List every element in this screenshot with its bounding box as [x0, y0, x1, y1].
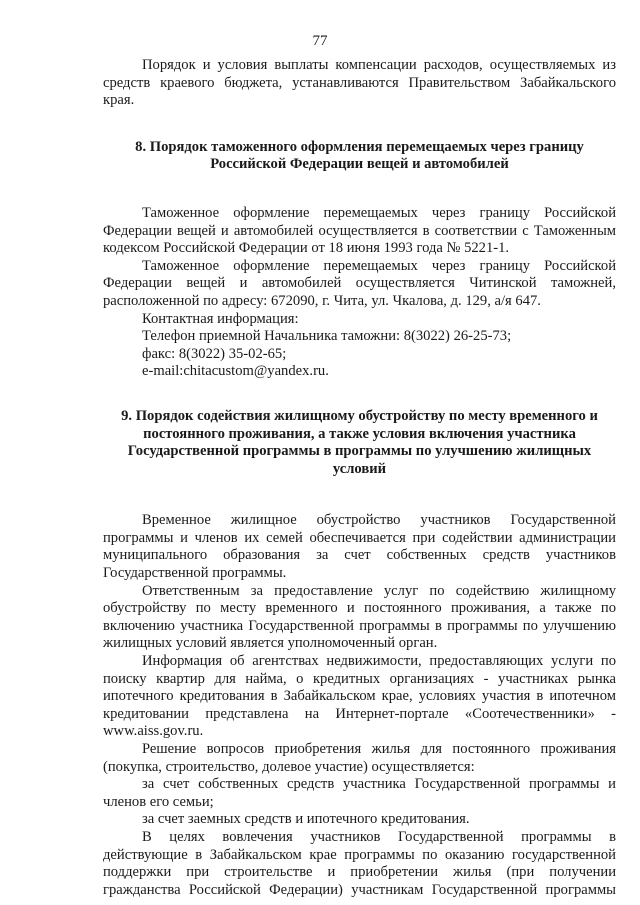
email-line: e-mail:chitacustom@yandex.ru. — [142, 363, 329, 380]
fax-line: факс: 8(3022) 35-02-65; — [142, 345, 287, 362]
page-content — [103, 57, 616, 899]
section-8-body — [103, 205, 616, 381]
section-9-paragraph: Информация об агентствах недвижимости, предоставляющих услуги по поиску квартир для найма, о кредитных организациях - участниках рынка ипотечного кредитования в Забайкальском крае, условиях участия в ипотечном кредитовании представлена на Интернет-портале «Соотечественники» - www.aiss.gov.ru. — [103, 653, 616, 740]
section-9-body — [103, 512, 616, 899]
section-9-paragraph: Временное жилищное обустройство участников Государственной программы и членов их семей обеспечивается при содействии администрации муниципального образования за счет собственных средств участников Государственной программы. — [103, 512, 616, 582]
section-8-paragraph: Таможенное оформление перемещаемых через границу Российской Федерации вещей и автомобилей осуществляется Читинской таможней, расположенной по адресу: 672090, г. Чита, ул. Чкалова, д. 129, а/я 647. — [103, 257, 616, 309]
phone-line: Телефон приемной Начальника таможни: 8(3022) 26-25-73; — [142, 328, 512, 345]
page-number: 77 — [312, 33, 328, 49]
section-9-paragraph: за счет собственных средств участника Государственной программы и членов его семьи; — [103, 776, 616, 810]
contact-label: Контактная информация: — [142, 310, 299, 327]
section-8-heading: 8. Порядок таможенного оформления перемещаемых через границу Российской Федерации вещей и автомобилей — [135, 138, 584, 173]
section-9-paragraph: Решение вопросов приобретения жилья для постоянного проживания (покупка, строительство, долевое участие) осуществляется: — [103, 741, 616, 775]
section-9-heading: 9. Порядок содействия жилищному обустройству по месту временного и постоянного проживания, а также условия включения участника Государственной программы в программы по улучшению жилищных условий — [121, 407, 598, 477]
section-8-paragraph: Таможенное оформление перемещаемых через границу Российской Федерации вещей и автомобилей осуществляется в соответствии с Таможенным кодексом Российской Федерации от 18 июня 1993 года № 5221-1. — [103, 204, 616, 257]
section-9-paragraph: Ответственным за предоставление услуг по содействию жилищному обустройству по месту временного и постоянного проживания, а также по включению участника Государственной программы в программы по улучшению жилищных условий является уполномоченный орган. — [103, 582, 616, 652]
intro-paragraph: Порядок и условия выплаты компенсации расходов, осуществляемых из средств краевого бюджета, устанавливаются Правительством Забайкальского края. — [103, 57, 616, 109]
section-9-paragraph: за счет заемных средств и ипотечного кредитования. — [142, 811, 470, 828]
section-9-paragraph: В целях вовлечения участников Государственной программы в действующие в Забайкальском крае программы по оказанию государственной поддержки при строительстве и приобретении жилья (при получении гражданства Российской Федерации) участникам Государственной программы — [103, 828, 616, 898]
